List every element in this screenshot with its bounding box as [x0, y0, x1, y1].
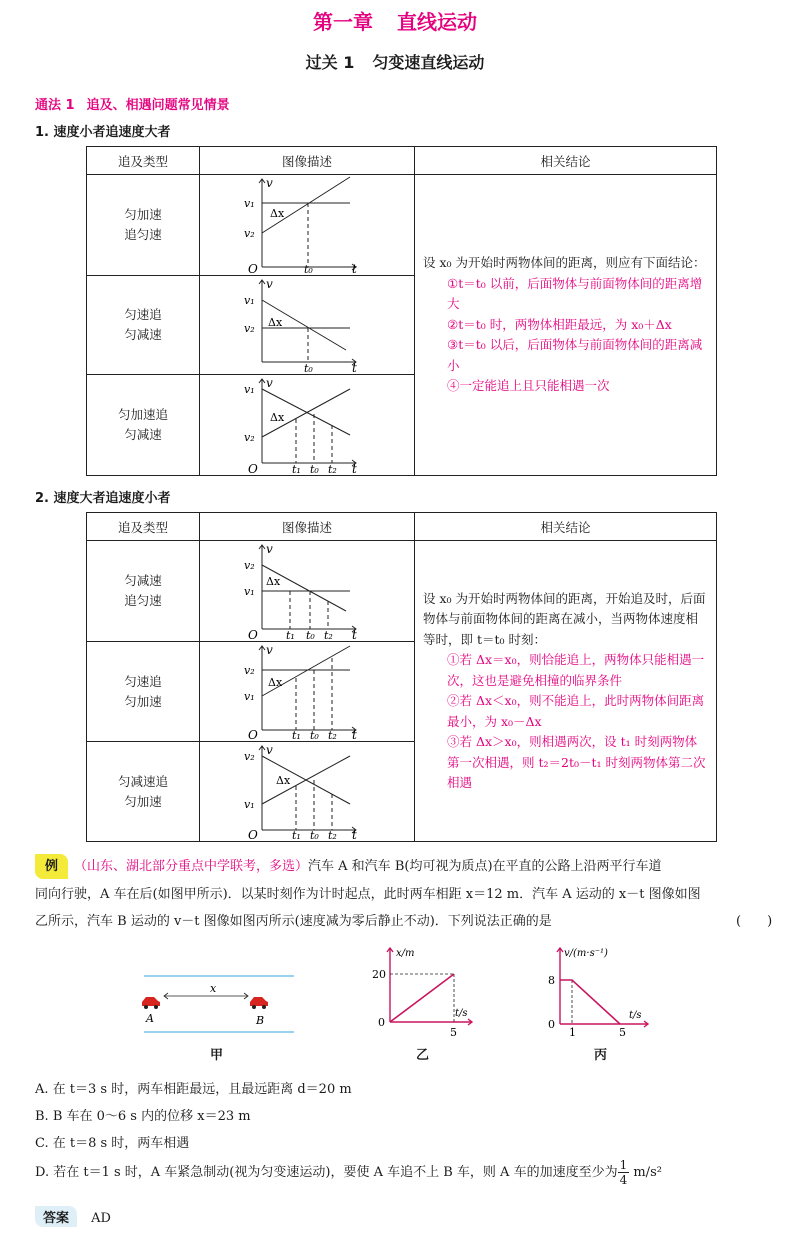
conclusion-item: ②若 Δx＜x₀，则不能追上，此时两物体间距离最小，为 x₀－Δx [447, 693, 705, 729]
table-2 [86, 512, 717, 842]
tick-1: 1 [569, 1026, 576, 1039]
option-a: A. 在 t＝3 s 时，两车相距最远，且最远距离 d＝20 m [35, 1082, 352, 1097]
conclusion-item: ①若 Δx＝x₀，则恰能追上，两物体只能相遇一次，这也是避免相撞的临界条件 [447, 652, 705, 688]
header-graph: 图像描述 [200, 147, 415, 175]
conclusion-item: ③t＝t₀ 以后，后面物体与前面物体间的距离减小 [447, 337, 703, 373]
type-line: 匀速追 [124, 673, 162, 689]
graph-cell [200, 642, 415, 742]
conclusion-item: ④一定能追上且只能相遇一次 [447, 378, 610, 394]
chapter-name: 直线运动 [397, 10, 477, 34]
vt-line-b [560, 980, 620, 1024]
axis-y-label: x/m [396, 948, 415, 959]
type-line: 匀速追 [124, 307, 162, 322]
label-dx: Δx [276, 774, 291, 787]
axis-v: v [266, 643, 273, 657]
table-1 [86, 146, 717, 476]
label-t2: t₂ [328, 463, 337, 475]
axis-t: t [352, 628, 357, 641]
chapter-number: 第一章 [313, 10, 373, 34]
type-line: 匀减速 [124, 427, 162, 442]
conclusion-item: ②t＝t₀ 时，两物体相距最远，为 x₀＋Δx [447, 316, 672, 332]
option-b: B. B 车在 0～6 s 内的位移 x＝23 m [35, 1109, 251, 1124]
tick-8: 8 [548, 974, 555, 987]
car-a-icon [142, 997, 160, 1009]
label-dx: Δx [268, 676, 283, 689]
label-t0: t₀ [310, 829, 319, 841]
label-dx: Δx [270, 411, 285, 424]
figure-jia-label: 甲 [210, 1048, 224, 1063]
example-tag: 例 [35, 854, 68, 879]
chase-type [87, 276, 200, 375]
type-line: 匀加速 [124, 207, 162, 222]
option-c: C. 在 t＝8 s 时，两车相遇 [35, 1136, 190, 1151]
figure-bing-label: 丙 [594, 1048, 608, 1063]
tick-5: 5 [450, 1026, 457, 1039]
origin: 0 [548, 1018, 555, 1031]
axis-y-label: v/(m·s⁻¹) [564, 948, 608, 959]
vt-graph [200, 375, 414, 475]
axis-t: t [352, 361, 357, 374]
option-d [35, 1158, 662, 1187]
chapter-title [0, 6, 790, 35]
label-v1: v₁ [244, 690, 255, 703]
label-x: x [210, 982, 217, 995]
label-v2: v₂ [244, 227, 255, 240]
origin: 0 [378, 1016, 385, 1029]
type-line: 匀加速 [124, 693, 162, 709]
label-v1: v₁ [244, 383, 255, 396]
type-line: 匀减速 [124, 327, 162, 342]
chase-type [87, 175, 200, 276]
fraction [618, 1158, 630, 1187]
axis-v: v [266, 277, 273, 291]
header-conclusion: 相关结论 [415, 513, 717, 541]
method-name: 追及、相遇问题常见情景 [86, 98, 230, 113]
tick-20: 20 [372, 968, 386, 981]
answer-row [35, 1206, 111, 1227]
figure-yi-label: 乙 [416, 1048, 430, 1063]
figure-jia [136, 966, 301, 1042]
label-dx: Δx [270, 207, 285, 220]
axis-v: v [266, 743, 273, 757]
conclusion-intro: 设 x₀ 为开始时两物体间的距离，开始追及时，后面物体与前面物体间的距离在减小，当两物体速度相等时，即 t＝t₀ 时刻： [423, 590, 706, 647]
chase-type [87, 541, 200, 642]
label-t0: t₀ [304, 362, 313, 374]
label-t2: t₂ [324, 629, 333, 641]
type-line: 匀减速 [124, 573, 162, 588]
example-line-1 [35, 854, 662, 879]
header-type: 追及类型 [87, 513, 200, 541]
section1-heading: 1. 速度小者追速度大者 [35, 125, 171, 140]
conclusion-item: ①t＝t₀ 以前，后面物体与前面物体间的距离增大 [447, 275, 703, 312]
vt-graph [200, 175, 414, 275]
fraction-num: 1 [619, 1158, 628, 1172]
graph-cell [200, 375, 415, 476]
label-t1: t₁ [292, 729, 301, 741]
label-v2: v₂ [244, 431, 255, 444]
type-line: 追匀速 [124, 227, 162, 242]
graph-cell [200, 276, 415, 375]
xt-line-a [390, 974, 454, 1022]
axis-x-label: t/s [629, 1010, 642, 1021]
graph-cell [200, 541, 415, 642]
type-line: 匀减速追 [117, 773, 168, 789]
label-t0: t₀ [304, 263, 313, 275]
section2-heading: 2. 速度大者追速度小者 [35, 491, 171, 506]
header-conclusion: 相关结论 [415, 147, 717, 175]
axis-t: t [352, 262, 357, 275]
label-t2: t₂ [328, 729, 337, 741]
label-t1: t₁ [292, 829, 301, 841]
origin: O [248, 262, 258, 275]
chase-type [87, 375, 200, 476]
axis-t: t [352, 728, 357, 741]
axis-v: v [266, 376, 273, 390]
figure-bing [538, 942, 668, 1042]
label-car-a: A [146, 1012, 154, 1025]
graph-cell [200, 742, 415, 842]
lesson-number: 过关 1 [305, 53, 355, 72]
label-t1: t₁ [292, 463, 301, 475]
type-line: 追匀速 [124, 593, 162, 608]
answer-bracket: ( ) [736, 914, 773, 929]
label-t2: t₂ [328, 829, 337, 841]
conclusion-item: ③若 Δx＞x₀，则相遇两次，设 t₁ 时刻两物体第一次相遇，则 t₂＝2t₀－t₁ 时刻两物体第二次相遇 [447, 734, 706, 790]
vt-graph [200, 642, 414, 741]
origin: O [248, 728, 258, 741]
table-1-header [87, 147, 717, 175]
axis-t: t [352, 828, 357, 841]
chase-type [87, 642, 200, 742]
label-t0: t₀ [306, 629, 315, 641]
method-number: 通法 1 [35, 98, 75, 113]
vt-graph [200, 541, 414, 641]
label-v1: v₁ [244, 798, 255, 811]
conclusion-cell [415, 541, 717, 842]
lesson-name: 匀变速直线运动 [372, 53, 485, 72]
example-line-3: 乙所示，汽车 B 运动的 v－t 图像如图丙所示(速度减为零后静止不动)．下列说法正确的是 [35, 914, 552, 929]
option-d-text: D. 若在 t＝1 s 时，A 车紧急制动(视为匀变速运动)，要使 A 车追不上 B 车，则 A 车的加速度至少为 [35, 1165, 618, 1180]
example-source: （山东、湖北部分重点中学联考，多选） [74, 859, 309, 874]
label-car-b: B [256, 1014, 265, 1027]
car-b-icon [250, 997, 268, 1009]
label-t1: t₁ [286, 629, 295, 641]
table-row [87, 175, 717, 276]
axis-v: v [266, 176, 273, 190]
vt-graph [200, 276, 414, 374]
header-graph: 图像描述 [200, 513, 415, 541]
header-type: 追及类型 [87, 147, 200, 175]
vt-graph [200, 742, 414, 841]
conclusion-intro: 设 x₀ 为开始时两物体间的距离，则应有下面结论： [423, 255, 706, 271]
table-row [87, 541, 717, 642]
label-dx: Δx [268, 316, 283, 329]
answer-label: 答案 [35, 1206, 77, 1227]
origin: O [248, 462, 258, 475]
chase-type [87, 742, 200, 842]
label-v1: v₁ [244, 197, 255, 210]
label-t0: t₀ [310, 463, 319, 475]
type-line: 匀加速 [124, 793, 162, 809]
answer-value: AD [91, 1211, 111, 1226]
label-v2: v₂ [244, 664, 255, 677]
fraction-den: 4 [619, 1173, 628, 1187]
label-v1: v₁ [244, 294, 255, 307]
figure-yi [362, 942, 482, 1042]
graph-cell [200, 175, 415, 276]
type-line: 匀加速追 [117, 407, 168, 422]
label-v2: v₂ [244, 322, 255, 335]
table-2-header [87, 513, 717, 541]
example-line-2: 同向行驶，A 车在后(如图甲所示)．以某时刻作为计时起点，此时两车相距 x＝12 m．汽车 A 运动的 x－t 图像如图 [35, 887, 701, 902]
lesson-title [0, 50, 790, 73]
origin: O [248, 628, 258, 641]
option-d-unit: m/s² [633, 1165, 662, 1180]
label-dx: Δx [266, 575, 281, 588]
method-title [35, 94, 230, 113]
tick-5: 5 [619, 1026, 626, 1039]
label-v2: v₂ [244, 750, 255, 763]
conclusion-cell [415, 175, 717, 476]
origin: O [248, 828, 258, 841]
label-v2: v₂ [244, 559, 255, 572]
axis-x-label: t/s [455, 1008, 468, 1019]
label-v1: v₁ [244, 585, 255, 598]
example-text: 汽车 A 和汽车 B(均可视为质点)在平直的公路上沿两平行车道 [308, 859, 662, 874]
label-t0: t₀ [310, 729, 319, 741]
axis-t: t [352, 462, 357, 475]
axis-v: v [266, 542, 273, 556]
